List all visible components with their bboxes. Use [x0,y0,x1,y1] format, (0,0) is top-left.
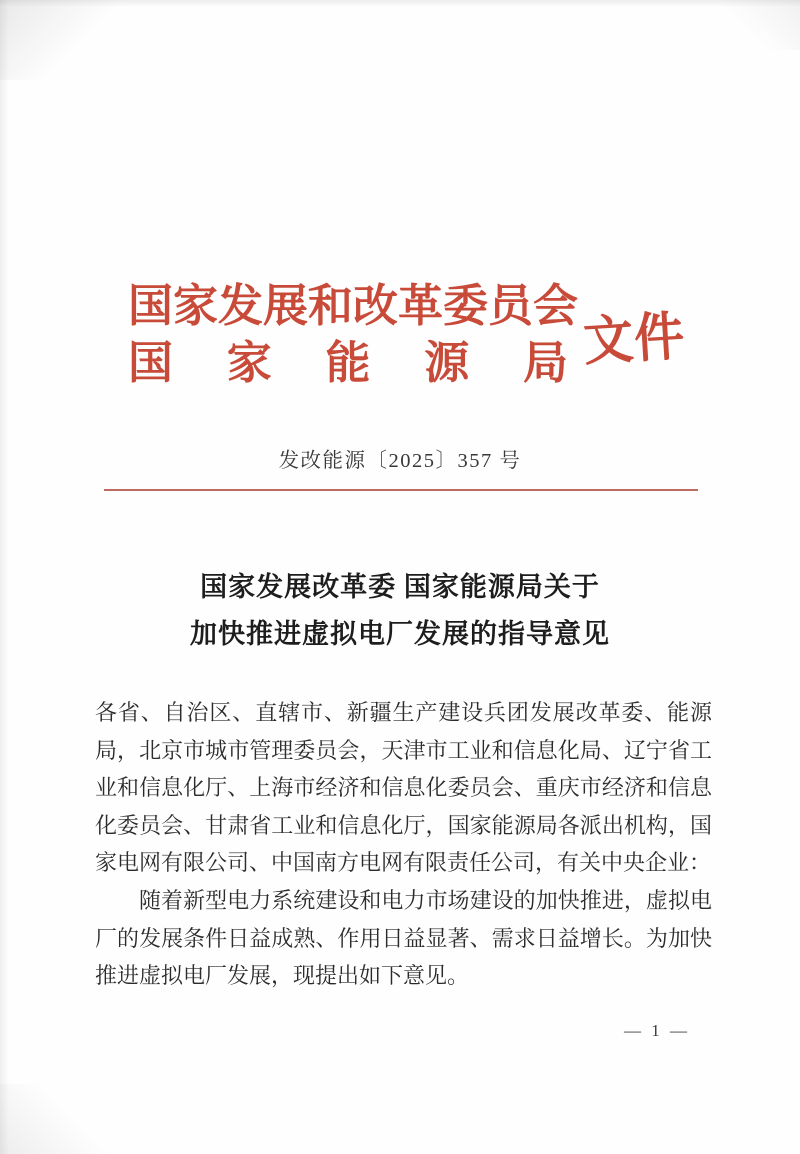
red-divider-line [104,489,698,491]
issuing-agencies [128,278,579,392]
document-reference-number: 发改能源〔2025〕357 号 [278,450,522,472]
document-title [0,564,800,658]
document-body [95,694,712,995]
document-type-label: 文件 [581,307,687,373]
scan-artifact-top-left-corner [0,0,150,80]
page-number: — 1 — [624,1021,690,1040]
agency-name-nea: 国家能源局 [128,338,568,388]
scan-artifact-bottom-left-corner [0,1084,130,1154]
intro-paragraph: 随着新型电力系统建设和电力市场建设的加快推进，虚拟电厂的发展条件日益成熟、作用日益显著、需求日益增长。为加快推进虚拟电厂发展，现提出如下意见。 [95,887,712,989]
addressees-paragraph: 各省、自治区、直辖市、新疆生产建设兵团发展改革委、能源局，北京市城市管理委员会，天津市工业和信息化局、辽宁省工业和信息化厅、上海市经济和信息化委员会、重庆市经济和信息化委员会、甘肃省工业和信息化厅，国家能源局各派出机构，国家电网有限公司、中国南方电网有限责任公司，有关中央企业： [95,700,712,876]
scan-artifact-top-right-corner [710,0,800,50]
letterhead [128,278,688,392]
document-title-line-1: 国家发展改革委 国家能源局关于 [200,572,600,602]
document-title-line-2: 加快推进虚拟电厂发展的指导意见 [190,619,610,649]
agency-name-ndrc: 国家发展和改革委员会 [128,281,579,331]
